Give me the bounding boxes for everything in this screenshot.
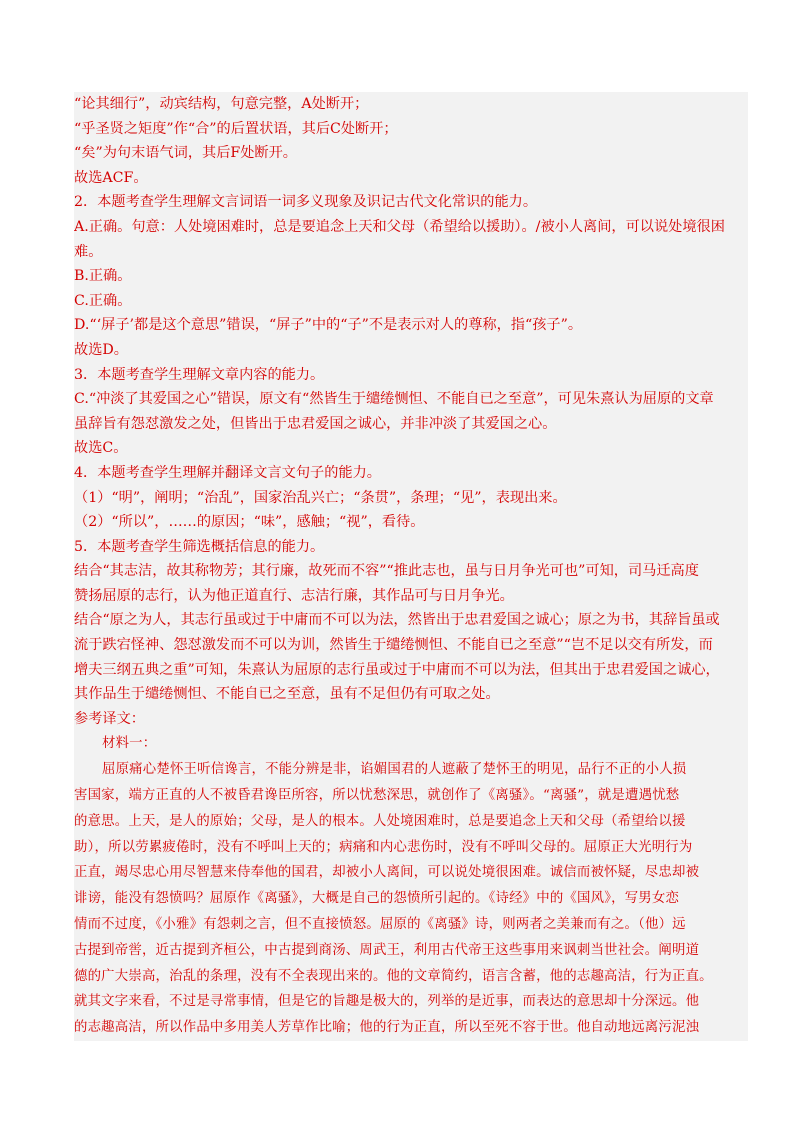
text-line: “论其细行”，动宾结构，句意完整，A处断开； bbox=[74, 96, 369, 112]
text-line: 结合“原之为人，其志行虽或过于中庸而不可以为法，然皆出于忠君爱国之诚心；原之为书，其辞旨虽或 bbox=[74, 612, 720, 629]
text-line: 虽辞旨有怨怼激发之处，但皆出于忠君爱国之诚心，并非冲淡了其爱国之心。 bbox=[74, 415, 557, 432]
question-heading: 3．本题考查学生理解文章内容的能力。 bbox=[74, 366, 325, 383]
text-line: C.“冲淡了其爱国之心”错误，原文有“然皆生于缱绻恻怛、不能自已之至意”，可见朱熹认为屈原的文章 bbox=[74, 391, 714, 408]
translation-line: 害国家，端方正直的人不被昏君谗臣所容，所以忧愁深思，就创作了《离骚》。“离骚”，就是遭遇忧愁 bbox=[74, 788, 680, 804]
translation-heading: 参考译文： bbox=[74, 710, 145, 727]
translation-line: 就其文字来看，不过是寻常事情，但是它的旨趣是极大的，列举的是近事，而表达的意思却十分深远。他 bbox=[74, 994, 700, 1010]
text-line: “乎圣贤之矩度”作“合”的后置状语，其后C处断开； bbox=[74, 120, 398, 137]
answer-explanation-block bbox=[74, 92, 748, 1041]
text-line: （2）“所以”，……的原因；“味”，感触；“视”，看待。 bbox=[74, 514, 425, 531]
text-line: 增夫三纲五典之重”可知，朱熹认为屈原的志行虽或过于中庸而不可以为法，但其出于忠君爱国之诚心， bbox=[74, 661, 720, 678]
translation-line: 助），所以劳累疲倦时，没有不呼叫上天的；病痛和内心悲伤时，没有不呼叫父母的。屈原正大光明行为 bbox=[74, 839, 693, 855]
translation-line: 屈原痛心楚怀王听信谗言，不能分辨是非，谄媚国君的人遮蔽了楚怀王的明见，品行不正的小人损 bbox=[102, 762, 687, 778]
translation-line: 正直，竭尽忠心用尽智慧来侍奉他的国君，却被小人离间，可以说处境很困难。诚信而被怀疑，尽忠却被 bbox=[74, 865, 700, 881]
text-line: 故选ACF。 bbox=[74, 169, 148, 186]
text-line: 流于跌宕怪神、怨怼激发而不可以为训，然皆生于缱绻恻怛、不能自已之至意”“岂不足以交有所发，而 bbox=[74, 637, 713, 654]
question-heading: 2．本题考查学生理解文言词语一词多义现象及识记古代文化常识的能力。 bbox=[74, 194, 538, 211]
text-line: 故选D。 bbox=[74, 341, 128, 358]
translation-line: 的志趣高洁，所以作品中多用美人芳草作比喻；他的行为正直，所以至死不容于世。他自动地远离污泥浊 bbox=[74, 1020, 700, 1036]
translation-line: 的意思。上天，是人的原始；父母，是人的根本。人处境困难时，总是要追念上天和父母（希望给以援 bbox=[74, 813, 686, 829]
text-line: D.“‘屏子’都是这个意思”错误，“屏子”中的“子”不是表示对人的尊称，指“孩子”。 bbox=[74, 317, 583, 334]
text-line: 赞扬屈原的志行，认为他正道直行、志洁行廉，其作品可与日月争光。 bbox=[74, 587, 514, 604]
text-line: 结合“其志洁，故其称物芳；其行廉，故死而不容”“推此志也，虽与日月争光可也”可知，司马迁高度 bbox=[74, 563, 699, 580]
translation-line: 古提到帝喾，近古提到齐桓公，中古提到商汤、周武王，利用古代帝王这些事用来讽刺当世社会。阐明道 bbox=[74, 942, 700, 958]
translation-line: 诽谤，能没有怨愤吗？屈原作《离骚》，大概是自己的怨愤所引起的。《诗经》中的《国风》，写男女恋 bbox=[74, 891, 680, 907]
text-line: A.正确。句意：人处境困难时，总是要追念上天和父母（希望给以援助）。/被小人离间，可以说处境很困 bbox=[74, 218, 725, 235]
text-line: B.正确。 bbox=[74, 268, 132, 285]
material-label: 材料一： bbox=[102, 736, 157, 752]
question-heading: 5．本题考查学生筛选概括信息的能力。 bbox=[74, 538, 325, 555]
text-line: “矣”为句末语气词，其后F处断开。 bbox=[74, 145, 297, 162]
text-line: 其作品生于缱绻恻怛、不能自已之至意，虽有不足但仍有可取之处。 bbox=[74, 686, 500, 703]
text-line: C.正确。 bbox=[74, 292, 132, 309]
text-line: 难。 bbox=[74, 243, 103, 260]
question-heading: 4．本题考查学生理解并翻译文言文句子的能力。 bbox=[74, 464, 381, 481]
text-line: （1）“明”，阐明；“治乱”，国家治乱兴亡；“条贯”，条理；“见”，表现出来。 bbox=[74, 489, 567, 506]
translation-line: 情而不过度，《小雅》有怨刺之言，但不直接愤怒。屈原的《离骚》诗，则两者之美兼而有之。（他）远 bbox=[74, 917, 686, 933]
text-line: 故选C。 bbox=[74, 440, 128, 457]
translation-line: 德的广大崇高，治乱的条理，没有不全表现出来的。他的文章简约，语言含蓄，他的志趣高洁，行为正直。 bbox=[74, 968, 713, 984]
